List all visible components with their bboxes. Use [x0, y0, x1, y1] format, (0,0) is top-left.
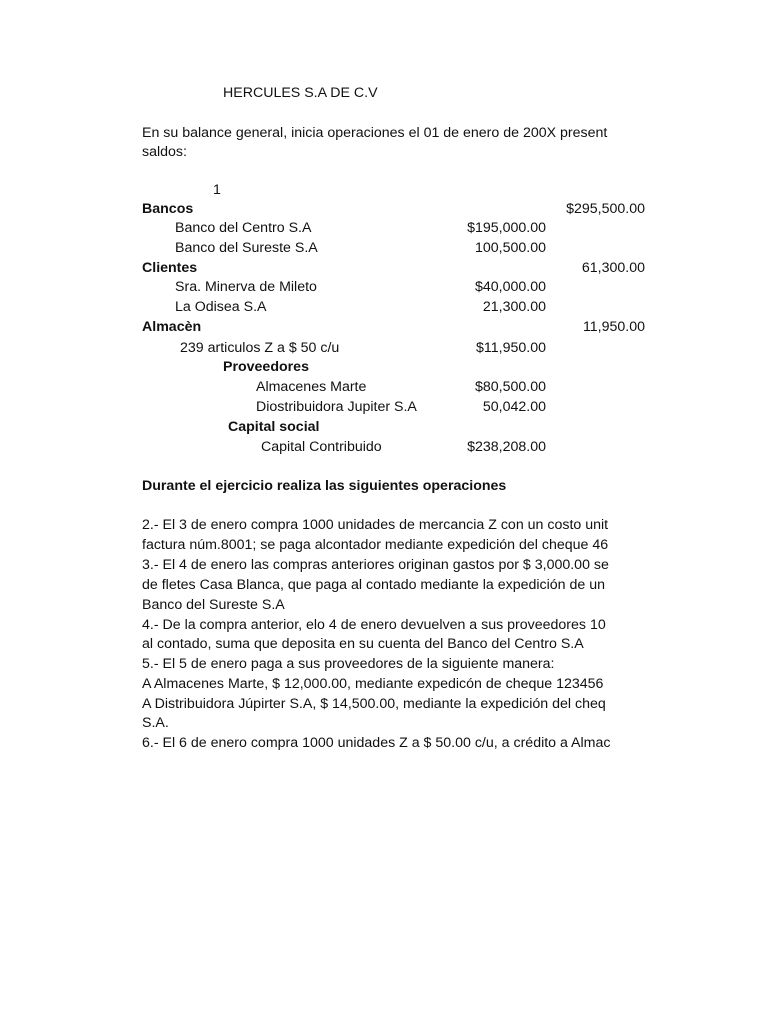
- capital-item-name: Capital Contribuido: [261, 439, 382, 455]
- clientes-item-amount: $40,000.00: [474, 279, 546, 295]
- proveedores-item-name: Diostribuidora Jupiter S.A: [256, 399, 417, 415]
- account-proveedores-label: Proveedores: [223, 359, 309, 375]
- bancos-item-name: Banco del Sureste S.A: [175, 240, 318, 256]
- account-bancos-label: Bancos: [142, 201, 194, 217]
- operation-line: S.A.: [142, 715, 169, 731]
- document-title: HERCULES S.A DE C.V: [223, 85, 378, 101]
- intro-text-line-1: En su balance general, inicia operaciones el 01 de enero de 200X present: [142, 125, 608, 141]
- account-almacen-total: 11,950.00: [582, 319, 645, 335]
- almacen-item-name: 239 articulos Z a $ 50 c/u: [180, 340, 340, 356]
- clientes-item-name: Sra. Minerva de Mileto: [175, 279, 317, 295]
- operation-line: A Almacenes Marte, $ 12,000.00, mediante expedicón de cheque 123456: [142, 676, 604, 692]
- clientes-item-name: La Odisea S.A: [175, 299, 267, 315]
- account-capital-label: Capital social: [228, 419, 320, 435]
- almacen-item-amount: $11,950.00: [476, 340, 546, 356]
- intro-text-line-2: saldos:: [142, 144, 187, 160]
- account-clientes-label: Clientes: [142, 260, 198, 276]
- section-number: 1: [213, 182, 221, 198]
- proveedores-item-amount: 50,042.00: [482, 399, 546, 415]
- operation-line: A Distribuidora Júpirter S.A, $ 14,500.00, mediante la expedición del cheq: [142, 696, 606, 712]
- operation-line: 6.- El 6 de enero compra 1000 unidades Z a $ 50.00 c/u, a crédito a Almac: [142, 735, 611, 751]
- operation-line: factura núm.8001; se paga alcontador mediante expedición del cheque 46: [142, 537, 609, 553]
- operation-line: Banco del Sureste S.A: [142, 597, 285, 613]
- bancos-item-amount: $195,000.00: [467, 220, 546, 236]
- operations-heading: Durante el ejercicio realiza las siguientes operaciones: [142, 478, 507, 494]
- proveedores-item-name: Almacenes Marte: [256, 379, 367, 395]
- bancos-item-name: Banco del Centro S.A: [175, 220, 312, 236]
- account-clientes-total: 61,300.00: [581, 260, 645, 276]
- account-almacen-label: Almacèn: [142, 319, 202, 335]
- operation-line: 2.- El 3 de enero compra 1000 unidades de mercancia Z con un costo unit: [142, 517, 609, 533]
- account-bancos-total: $295,500.00: [566, 201, 645, 217]
- operation-line: de fletes Casa Blanca, que paga al contado mediante la expedición de un: [142, 577, 605, 593]
- operation-line: 4.- De la compra anterior, elo 4 de enero devuelven a sus proveedores 10: [142, 617, 606, 633]
- operation-line: 3.- El 4 de enero las compras anteriores originan gastos por $ 3,000.00 se: [142, 557, 609, 573]
- capital-item-amount: $238,208.00: [467, 439, 546, 455]
- proveedores-item-amount: $80,500.00: [474, 379, 546, 395]
- bancos-item-amount: 100,500.00: [474, 240, 546, 256]
- operation-line: 5.- El 5 de enero paga a sus proveedores de la siguiente manera:: [142, 656, 555, 672]
- operation-line: al contado, suma que deposita en su cuenta del Banco del Centro S.A: [142, 636, 584, 652]
- clientes-item-amount: 21,300.00: [482, 299, 546, 315]
